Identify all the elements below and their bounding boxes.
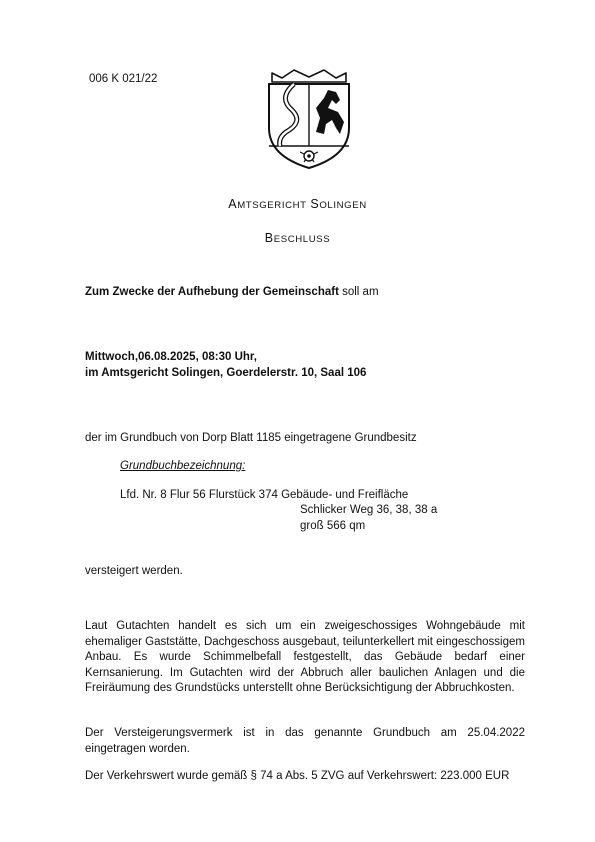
land-register-street: Schlicker Weg 36, 38, 38 a <box>300 504 438 516</box>
nrw-coat-of-arms-icon <box>264 68 354 170</box>
register-line: der im Grundbuch von Dorp Blatt 1185 eingetragene Grundbesitz <box>85 432 417 444</box>
file-number: 006 K 021/22 <box>89 73 158 85</box>
intro-rest: soll am <box>338 286 379 298</box>
land-register-plot: Lfd. Nr. 8 Flur 56 Flurstück 374 Gebäude- und Freifläche <box>120 489 409 501</box>
land-register-heading: Grundbuchbezeichnung: <box>120 460 246 472</box>
auction-line: versteigert werden. <box>85 565 183 577</box>
land-register-size: groß 566 qm <box>300 520 366 532</box>
intro-bold: Zum Zwecke der Aufhebung der Gemeinschaft <box>85 286 339 298</box>
court-name: AMTSGERICHT SOLINGEN <box>228 197 367 211</box>
market-value-line: Der Verkehrswert wurde gemäß § 74 a Abs. 5 ZVG auf Verkehrswert: 223.000 EUR <box>85 770 510 782</box>
property-description: Laut Gutachten handelt es sich um ein zweigeschossiges Wohngebäude mit ehemaliger Gaststätte, Dachgeschoss ausgebaut, teilunterkellert mit eingeschossigem Anbau. Es wurde Schimmelbefall festgestellt, das Gebäude bedarf einer Kernsanierung. Im Gutachten wird der Abbruch aller baulichen Anlagen und die Freiräumung des Grundstücks unterstellt ohne Berücksichtigung der Abbruchkosten. <box>85 620 525 695</box>
registration-note: Der Versteigerungsvermerk ist in das genannte Grundbuch am 25.04.2022 eingetragen worden. <box>85 727 525 755</box>
auction-date-time: Mittwoch,06.08.2025, 08:30 Uhr, <box>85 351 257 363</box>
document-type-title: BESCHLUSS <box>264 231 331 245</box>
intro-line <box>85 285 379 299</box>
auction-location: im Amtsgericht Solingen, Goerdelerstr. 10, Saal 106 <box>85 367 367 379</box>
